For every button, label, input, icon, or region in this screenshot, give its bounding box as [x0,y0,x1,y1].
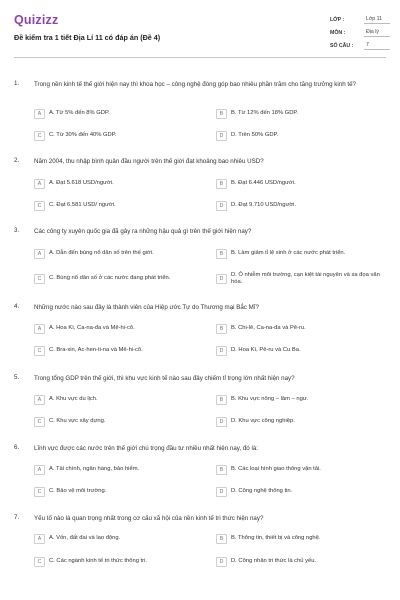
meta-row-subject [330,28,390,37]
option-text: D. Khu vực công nghiệp. [231,418,295,425]
option-letter: D [216,274,227,284]
meta-label: SỐ CÂU : [330,42,354,49]
option-text: B. Chi-lê, Ca-na-đa và Pê-ru. [231,325,306,332]
option-text: D. Ô nhiễm môi trường, cạn kiệt tài nguyên và sa đọa văn hóa. [231,271,380,285]
option-b[interactable] [216,463,382,477]
worksheet-meta [330,15,390,54]
option-text: A. Từ 5% đến 8% GDP. [49,110,110,117]
question-text: Lĩnh vực được các nước trên thế giới chú trọng đầu tư nhiều nhất hiện nay, đó là: [34,445,259,452]
option-letter: C [34,557,45,567]
option-letter: D [216,417,227,427]
option-letter: C [34,201,45,211]
option-text: C. Các ngành kinh tế tri thức thông tri. [49,558,147,565]
option-a[interactable] [34,393,200,407]
option-text: D. Công nhân tri thức là chủ yếu. [231,558,317,565]
option-text: D. Đạt 9.710 USD/người. [231,202,297,209]
meta-row-class [330,15,390,24]
option-text: D. Công nghệ thông tin. [231,488,293,495]
option-letter: D [216,557,227,567]
question-number: 2. [14,157,20,164]
option-b[interactable] [216,177,382,191]
option-a[interactable] [34,177,200,191]
option-letter: A [34,395,45,405]
option-b[interactable] [216,393,382,407]
option-b[interactable] [216,247,382,261]
option-a[interactable] [34,322,200,336]
option-text: B. Khu vực nông – lâm – ngư. [231,396,309,403]
option-b[interactable] [216,532,382,546]
option-a[interactable] [34,107,200,121]
worksheet-title: Đề kiểm tra 1 tiết Địa Lí 11 có đáp án (Đề 4) [14,33,161,42]
option-letter: C [34,131,45,141]
option-text: C. Bùng nổ dân số ở các nước đang phát triển. [49,275,171,282]
question-text: Các công ty xuyên quốc gia đã gây ra những hậu quả gì trên thế giới hiện nay? [34,228,252,235]
option-text: A. Khu vực du lịch. [49,396,98,403]
option-letter: B [216,249,227,259]
option-d[interactable] [216,268,386,290]
meta-value: Lớp 11 [364,15,390,24]
option-text: C. Khu vực xây dựng. [49,418,106,425]
meta-label: MÔN : [330,29,346,36]
question-text: Năm 2004, thu nhập bình quân đầu người trên thế giới đạt khoảng bao nhiêu USD? [34,158,264,165]
option-letter: D [216,487,227,497]
meta-value: 7 [364,41,390,50]
option-letter: A [34,249,45,259]
option-b[interactable] [216,107,382,121]
option-letter: B [216,395,227,405]
option-letter: C [34,274,45,284]
option-letter: C [34,487,45,497]
option-letter: A [34,109,45,119]
option-letter: A [34,465,45,475]
question-number: 3. [14,227,20,234]
option-c[interactable] [34,129,200,143]
option-text: B. Làm giảm tỉ lệ sinh ở các nước phát triển. [231,250,346,257]
option-text: A. Hoa Kì, Ca-na-đa và Mê-hi-cô. [49,325,135,332]
meta-label: LỚP : [330,16,345,23]
option-letter: C [34,346,45,356]
option-c[interactable] [34,485,200,499]
option-letter: B [216,179,227,189]
option-c[interactable] [34,415,200,429]
option-text: C. Từ 30% đến 40% GDP. [49,132,117,139]
option-text: D. Hoa Kì, Pê-ru và Cu Ba. [231,347,301,354]
header-divider [14,57,386,58]
question-number: 1. [14,80,20,87]
question-number: 7. [14,514,20,521]
option-letter: B [216,465,227,475]
question-number: 6. [14,444,20,451]
meta-value: Địa lý [364,28,390,37]
question-text: Những nước nào sau đây là thành viên của Hiệp ước Tự do Thương mại Bắc Mĩ? [34,304,259,311]
option-text: A. Tài chính, ngân hàng, bảo hiểm. [49,466,140,473]
option-c[interactable] [34,272,200,286]
option-text: A. Dẫn đến bùng nổ dân số trên thế giới. [49,250,154,257]
question-text: Trong nền kinh tế thế giới hiện nay thì khoa học – công nghệ đóng góp bao nhiêu phần trăm cho tăng trưởng kinh tế? [34,81,356,88]
question-text: Yếu tố nào là quan trọng nhất trong cơ cấu xã hội của nền kinh tế tri thức hiện nay? [34,515,264,522]
option-letter: A [34,179,45,189]
option-a[interactable] [34,247,200,261]
option-letter: B [216,109,227,119]
option-text: A. Đạt 5.618 USD/người. [49,180,114,187]
option-text: B. Từ 12% đến 18% GDP. [231,110,299,117]
option-d[interactable] [216,485,382,499]
option-text: D. Trên 50% GDP. [231,132,279,139]
option-d[interactable] [216,344,382,358]
option-letter: C [34,417,45,427]
option-letter: B [216,324,227,334]
option-letter: D [216,346,227,356]
option-d[interactable] [216,555,382,569]
option-text: A. Vốn, đất đai và lao động. [49,535,121,542]
option-c[interactable] [34,199,200,213]
option-text: C. Đạt 6.581 USD/ người. [49,202,116,209]
meta-row-question-count [330,41,390,50]
option-text: B. Thông tin, thiết bị và công nghệ. [231,535,321,542]
option-letter: A [34,534,45,544]
option-a[interactable] [34,463,200,477]
option-text: C. Bảo vệ môi trường. [49,488,107,495]
option-text: B. Các loại hình giao thông vận tải. [231,466,321,473]
option-c[interactable] [34,555,200,569]
question-text: Trong tổng GDP trên thế giới, thì khu vực kinh tế nào sau đây chiếm tỉ trọng lớn nhất hiện nay? [34,375,295,382]
option-d[interactable] [216,415,382,429]
option-text: B. Đạt 6.446 USD/người. [231,180,296,187]
option-letter: D [216,201,227,211]
option-letter: A [34,324,45,334]
option-text: C. Bra-xin, Ac-hen-ti-na và Mê-hi-cô. [49,347,143,354]
option-c[interactable] [34,344,200,358]
option-a[interactable] [34,532,200,546]
option-b[interactable] [216,322,382,336]
option-d[interactable] [216,129,382,143]
question-number: 4. [14,303,20,310]
option-letter: D [216,131,227,141]
question-number: 5. [14,374,20,381]
quizizz-logo: Quizizz [14,13,59,27]
option-letter: B [216,534,227,544]
option-d[interactable] [216,199,382,213]
